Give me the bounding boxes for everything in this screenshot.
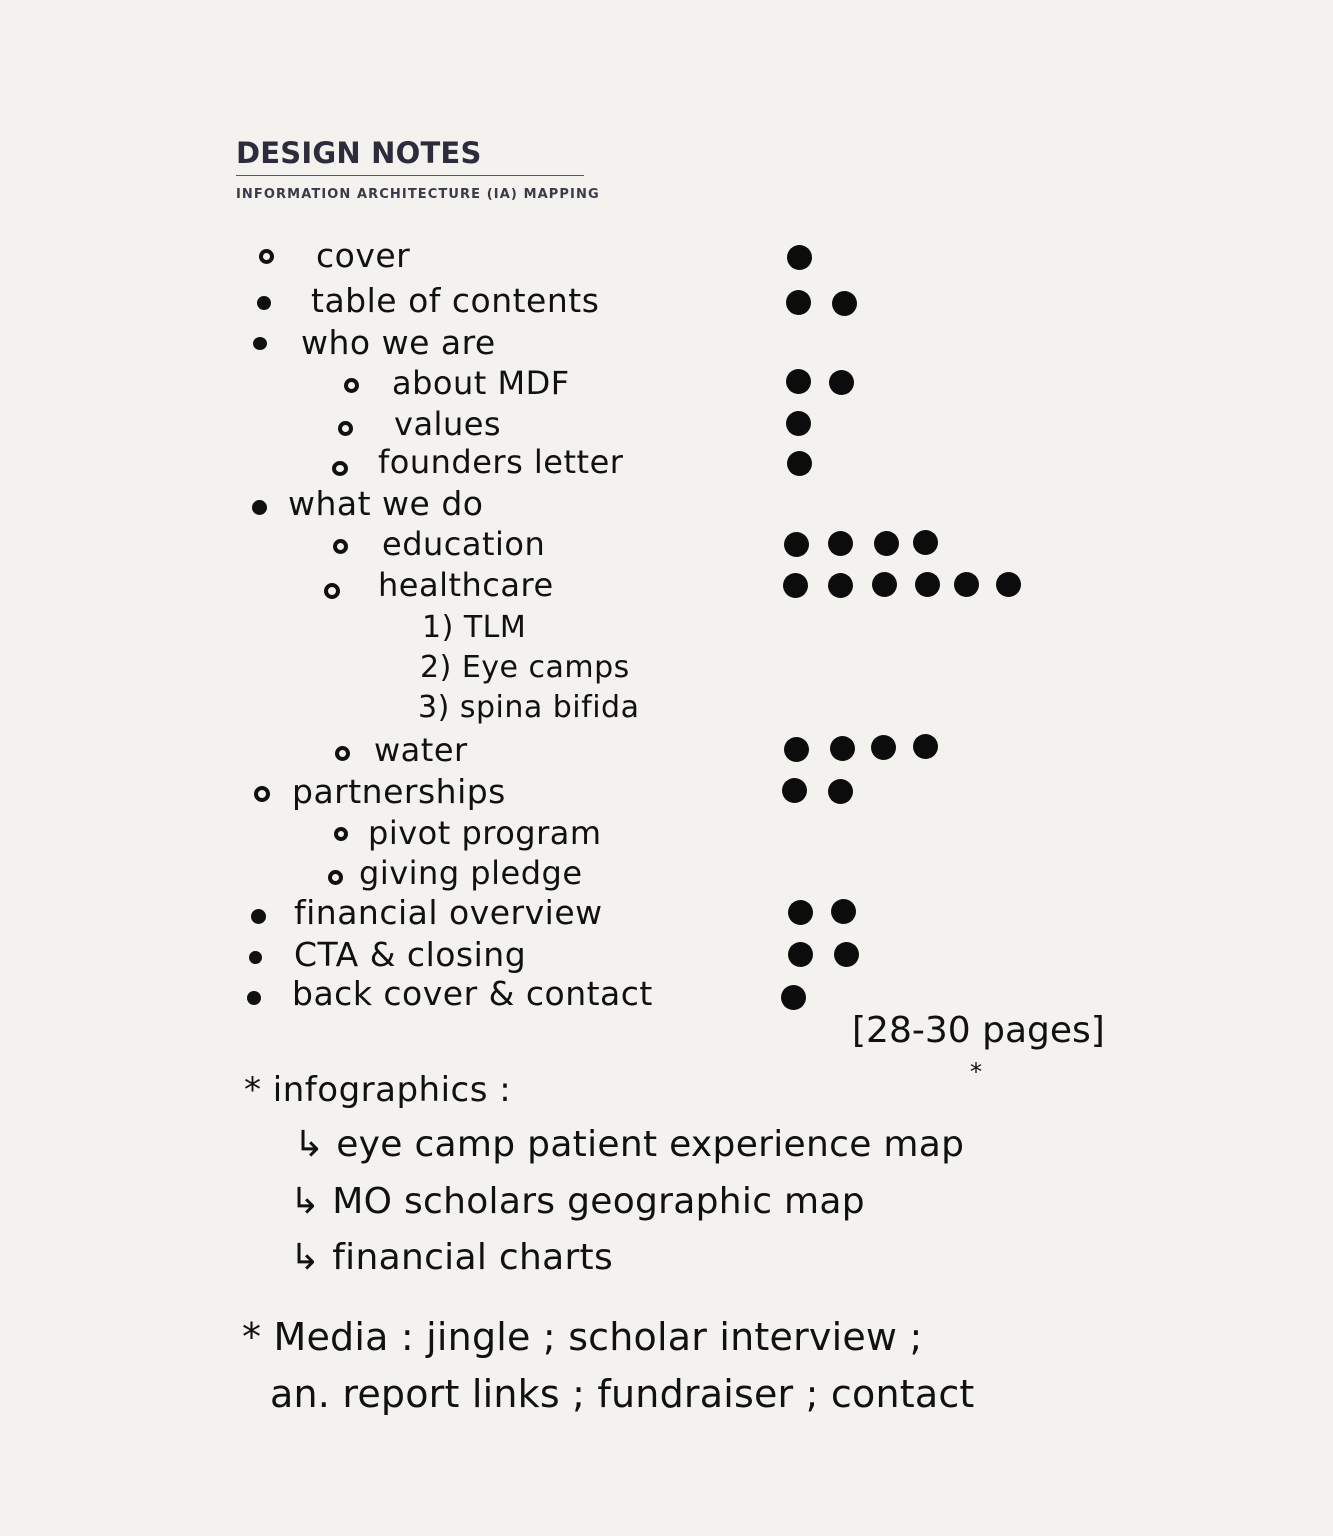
page-dot-water-3 bbox=[871, 735, 896, 760]
outline-item-healthcare: healthcare bbox=[378, 566, 554, 604]
page-count-note: [28-30 pages] bbox=[852, 1010, 1105, 1051]
media-line-2: an. report links ; fundraiser ; contact bbox=[270, 1372, 975, 1416]
outline-item-table-of-contents: table of contents bbox=[311, 281, 600, 320]
page-dot-education-3 bbox=[874, 531, 899, 556]
page-dot-cta-1 bbox=[788, 942, 813, 967]
outline-item-education: education bbox=[382, 525, 546, 563]
page-dot-healthcare-2 bbox=[828, 573, 853, 598]
outline-item-spina-bifida: 3) spina bifida bbox=[418, 690, 640, 725]
page-dot-about-2 bbox=[829, 370, 854, 395]
outline-item-water: water bbox=[374, 731, 468, 769]
page-dot-water-4 bbox=[913, 734, 938, 759]
outline-item-tlm: 1) TLM bbox=[422, 610, 527, 645]
bullet-partnerships bbox=[254, 786, 270, 802]
page-title: DESIGN NOTES bbox=[236, 136, 482, 170]
bullet-cover bbox=[259, 249, 274, 264]
bullet-values bbox=[338, 421, 353, 436]
infographic-item-scholars-map: ↳ MO scholars geographic map bbox=[290, 1181, 865, 1222]
bullet-about-mdf bbox=[344, 378, 359, 393]
infographic-item-eye-camp-map: ↳ eye camp patient experience map bbox=[294, 1124, 965, 1165]
page-dot-water-2 bbox=[830, 736, 855, 761]
bullet-table-of-contents bbox=[257, 296, 271, 310]
page-dot-toc-2 bbox=[832, 291, 857, 316]
outline-item-giving-pledge: giving pledge bbox=[359, 854, 583, 892]
bullet-who-we-are bbox=[253, 337, 267, 350]
page-dot-financial-1 bbox=[788, 900, 813, 925]
outline-item-values: values bbox=[394, 405, 502, 443]
page-dot-values-1 bbox=[786, 411, 811, 436]
page-dot-founders-1 bbox=[787, 451, 812, 476]
page-subtitle: INFORMATION ARCHITECTURE (IA) MAPPING bbox=[236, 187, 600, 202]
outline-item-back-cover-contact: back cover & contact bbox=[292, 974, 653, 1013]
page-dot-education-1 bbox=[784, 532, 809, 557]
outline-item-about-mdf: about MDF bbox=[392, 364, 570, 402]
outline-item-who-we-are: who we are bbox=[301, 323, 496, 362]
bullet-founders-letter bbox=[332, 461, 348, 476]
page-dot-healthcare-5 bbox=[954, 572, 979, 597]
page-count-star: * bbox=[970, 1058, 982, 1086]
page-dot-healthcare-3 bbox=[872, 572, 897, 597]
page-dot-back-cover-1 bbox=[781, 985, 806, 1010]
page-dot-partnerships-2 bbox=[828, 779, 853, 804]
outline-item-pivot-program: pivot program bbox=[368, 814, 602, 852]
outline-item-partnerships: partnerships bbox=[292, 772, 506, 811]
title-divider bbox=[236, 175, 584, 176]
page-dot-healthcare-4 bbox=[915, 572, 940, 597]
page-dot-healthcare-1 bbox=[783, 573, 808, 598]
page-dot-about-1 bbox=[786, 369, 811, 394]
infographic-item-financial-charts: ↳ financial charts bbox=[290, 1237, 614, 1278]
page-dot-education-2 bbox=[828, 531, 853, 556]
page-dot-partnerships-1 bbox=[782, 778, 807, 803]
bullet-what-we-do bbox=[252, 500, 267, 515]
infographics-heading: * infographics : bbox=[244, 1070, 512, 1110]
page-dot-education-4 bbox=[913, 530, 938, 555]
outline-item-cta-closing: CTA & closing bbox=[294, 935, 527, 974]
page-dot-cover-1 bbox=[787, 245, 812, 270]
bullet-pivot-program bbox=[334, 827, 348, 841]
media-line-1: * Media : jingle ; scholar interview ; bbox=[242, 1315, 923, 1359]
outline-item-founders-letter: founders letter bbox=[378, 443, 624, 481]
bullet-healthcare bbox=[324, 583, 340, 599]
page-dot-toc-1 bbox=[786, 290, 811, 315]
outline-item-financial-overview: financial overview bbox=[294, 893, 603, 932]
page-dot-financial-2 bbox=[831, 899, 856, 924]
page-dot-cta-2 bbox=[834, 942, 859, 967]
page-dot-water-1 bbox=[784, 737, 809, 762]
outline-item-what-we-do: what we do bbox=[288, 484, 484, 523]
outline-item-eye-camps: 2) Eye camps bbox=[420, 650, 630, 685]
bullet-financial-overview bbox=[251, 909, 266, 924]
bullet-back-cover bbox=[247, 991, 261, 1005]
bullet-education bbox=[333, 539, 348, 554]
bullet-water bbox=[335, 746, 350, 761]
bullet-cta-closing bbox=[249, 951, 262, 964]
page-dot-healthcare-6 bbox=[996, 572, 1021, 597]
outline-item-cover: cover bbox=[316, 236, 411, 275]
bullet-giving-pledge bbox=[328, 870, 343, 885]
